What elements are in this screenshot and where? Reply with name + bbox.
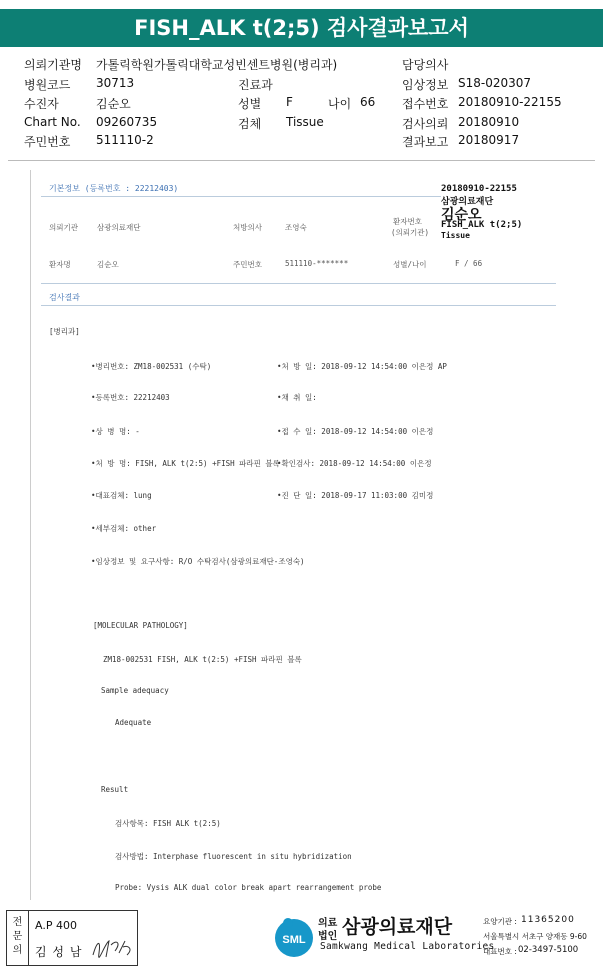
path-line: •임상정보 및 요구사항: R/O 수탁검사(삼광의료재단-조영숙) (91, 557, 305, 566)
sex-label: 성별 (238, 97, 262, 111)
path-line: •세부검체: other (91, 524, 157, 533)
scan-patient-no-label: 환자번호 (393, 217, 422, 226)
sticker-number: 20180910-22155 (441, 184, 517, 194)
scan-req-org-label: 의뢰기관 (49, 223, 78, 232)
path-line: •진 단 일: 2018-09-17 11:03:00 김미정 (277, 491, 434, 500)
resident-value: 511110-2 (96, 133, 154, 147)
path-line: •확인검사: 2018-09-12 14:54:00 이은정 (277, 459, 432, 468)
scan-patient-name-value: 김순오 (97, 260, 119, 269)
patient-label: 수진자 (24, 97, 59, 111)
stamp-ap: A.P 400 (35, 919, 77, 932)
result-heading: Result (101, 785, 129, 794)
mol-path-heading: [MOLECULAR PATHOLOGY] (93, 621, 188, 630)
scan-sexage-label: 성별/나이 (393, 260, 427, 269)
stamp-vertical-label (7, 911, 29, 965)
org-prefix-1: 의료 (318, 918, 338, 929)
mol-line: ZM18-002531 FISH, ALK t(2:5) +FISH 파라핀 블록 (103, 655, 302, 664)
sex-value: F (286, 95, 293, 109)
request-label: 검사의뢰 (402, 117, 449, 131)
probe: Probe: Vysis ALK dual color break apart rearrangement probe (115, 883, 382, 892)
scan-req-org-value: 삼광의료재단 (97, 223, 141, 232)
sml-logo-icon (272, 914, 316, 958)
report-footer (0, 900, 603, 976)
hosp-code-label: 병원코드 (24, 78, 71, 92)
path-line: •등록번호: 22212403 (91, 393, 170, 402)
phone-value: 02-3497-5100 (518, 945, 579, 955)
chart-label: Chart No. (24, 115, 81, 129)
path-line: •처 방 명: FISH, ALK t(2:5) +FISH 파라핀 블록 (91, 459, 280, 468)
test-method: 검사방법: Interphase fluorescent in situ hybridization (115, 852, 352, 861)
report-value: 20180917 (458, 133, 520, 147)
report-title: FISH_ALK t(2;5) 검사결과보고서 (0, 9, 603, 47)
agency-label: 요양기관 : (483, 917, 517, 926)
scan-result-heading: 검사결과 (49, 293, 80, 302)
scan-rule (41, 283, 556, 284)
scan-sexage-value: F / 66 (455, 259, 483, 268)
pathologist-stamp (6, 910, 138, 966)
hosp-code-value: 30713 (96, 76, 135, 90)
header-divider (8, 160, 595, 161)
path-line: •병리번호: ZM18-002531 (수탁) (91, 362, 212, 371)
scan-patient-name-label: 환자명 (49, 260, 71, 269)
sticker-name: 김순오 (441, 207, 482, 223)
path-line: •상 병 명: - (91, 427, 140, 436)
phone-label: 대표번호 : (483, 947, 517, 956)
pathology-heading: [병리과] (49, 327, 80, 336)
path-line: •접 수 일: 2018-09-12 14:54:00 이은정 (277, 427, 434, 436)
scan-patient-no-sub: (의뢰기관) (391, 228, 430, 237)
clinical-value: S18-020307 (458, 76, 532, 90)
scan-doctor-label: 처방의사 (233, 223, 262, 232)
doctor-label: 담당의사 (402, 58, 449, 72)
sticker-org: 삼광의료재단 (441, 197, 494, 207)
age-label: 나이 (328, 97, 352, 111)
scan-resident-value: 511110-******* (285, 259, 349, 268)
scan-resident-label: 주민번호 (233, 260, 262, 269)
stamp-signer: 김 성 남 (35, 945, 83, 959)
specimen-label: 검체 (238, 117, 262, 131)
clinical-label: 임상정보 (402, 78, 449, 92)
test-item: 검사항목: FISH ALK t(2:5) (115, 819, 221, 828)
request-value: 20180910 (458, 115, 520, 129)
req-org-value: 가톨릭학원가톨릭대학교성빈센트병원(병리과) (96, 58, 338, 72)
path-line: •대표검체: lung (91, 491, 152, 500)
req-org-label: 의뢰기관명 (24, 58, 82, 72)
org-english: Samkwang Medical Laboratories (320, 941, 495, 952)
report-label: 결과보고 (402, 135, 449, 149)
sample-adequacy: Sample adequacy (101, 686, 169, 695)
adequate: Adequate (115, 718, 152, 727)
receipt-label: 접수번호 (402, 97, 449, 111)
scanned-report (30, 170, 569, 900)
sticker-specimen: Tissue (441, 231, 470, 240)
chart-value: 09260735 (96, 115, 158, 129)
receipt-value: 20180910-22155 (458, 95, 562, 109)
path-line: •처 방 일: 2018-09-12 14:54:00 이은정 AP (277, 362, 447, 371)
logo-text: SML (282, 934, 306, 946)
age-value: 66 (360, 95, 376, 109)
signature-icon (91, 935, 135, 961)
patient-value: 김순오 (96, 97, 131, 111)
stamp-vertical-text: 전문의 (12, 917, 23, 956)
scan-rule (41, 305, 556, 306)
specimen-value: Tissue (286, 115, 324, 129)
address: 서울특별시 서초구 양재동 9-60 (483, 932, 587, 941)
resident-label: 주민번호 (24, 135, 71, 149)
scan-doctor-value: 조영숙 (285, 223, 307, 232)
sticker-test: FISH_ALK t(2;5) (441, 220, 523, 230)
org-name: 삼광의료재단 (342, 916, 453, 938)
org-prefix-2: 법인 (318, 931, 338, 942)
agency-value: 11365200 (521, 915, 575, 925)
path-line: •채 취 일: (277, 393, 317, 402)
dept-label: 진료과 (238, 78, 273, 92)
scan-rule (41, 196, 441, 197)
basic-info-heading: 기본정보 (등록번호 : 22212403) (49, 184, 179, 193)
